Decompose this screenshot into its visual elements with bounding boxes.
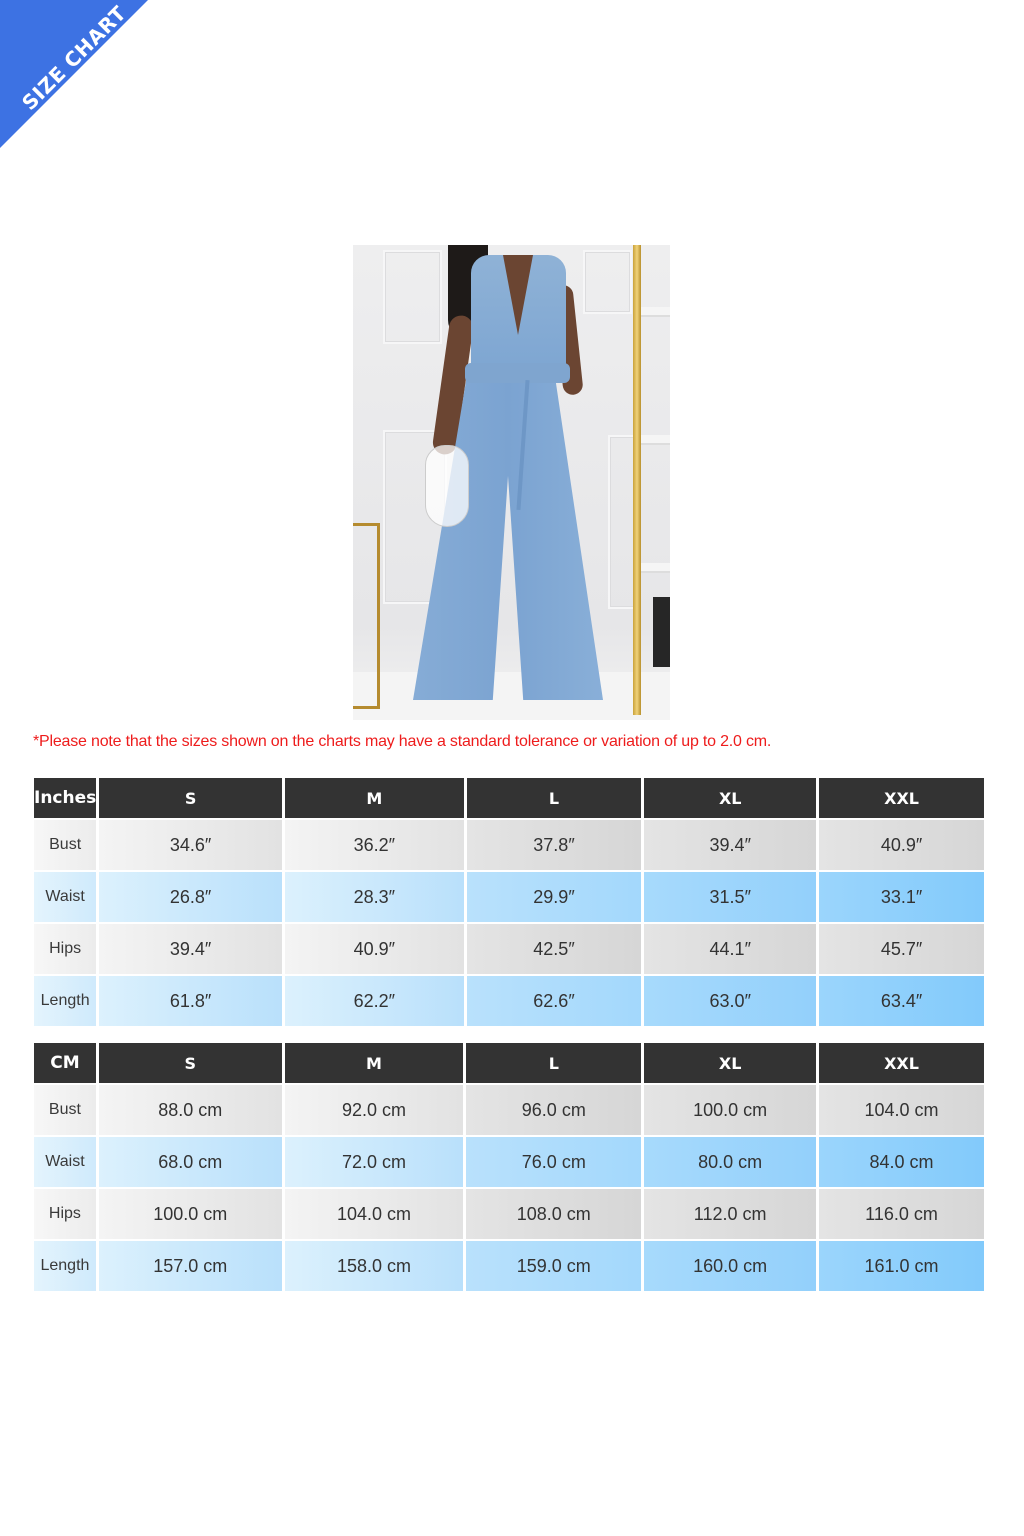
speaker-box (653, 597, 670, 667)
row-label: Length (34, 1241, 96, 1291)
table-cell: 108.0 cm (466, 1189, 641, 1239)
table-cell: 159.0 cm (466, 1241, 641, 1291)
table-cell: 42.5″ (467, 924, 642, 974)
size-header: L (467, 778, 642, 818)
tolerance-note: *Please note that the sizes shown on the charts may have a standard tolerance or variation of up to 2.0 cm. (33, 733, 772, 750)
table-cell: 158.0 cm (285, 1241, 464, 1291)
table-row-length (34, 976, 984, 1026)
tie-belt (465, 363, 570, 383)
size-header: M (285, 778, 464, 818)
table-cell: 36.2″ (285, 820, 464, 870)
table-cell: 161.0 cm (819, 1241, 984, 1291)
table-cell: 100.0 cm (644, 1085, 816, 1135)
table-cell: 116.0 cm (819, 1189, 984, 1239)
unit-label: Inches (34, 778, 96, 818)
row-label: Hips (34, 924, 96, 974)
table-cell: 76.0 cm (466, 1137, 641, 1187)
table-cell: 104.0 cm (819, 1085, 984, 1135)
table-cell: 72.0 cm (285, 1137, 464, 1187)
table-cell: 37.8″ (467, 820, 642, 870)
table-cell: 100.0 cm (99, 1189, 282, 1239)
table-cell: 62.2″ (285, 976, 464, 1026)
table-cell: 68.0 cm (99, 1137, 282, 1187)
table-header-row (34, 1043, 984, 1083)
row-label: Hips (34, 1189, 96, 1239)
table-cell: 26.8″ (99, 872, 282, 922)
table-cell: 62.6″ (467, 976, 642, 1026)
wall-panel (383, 250, 442, 344)
ribbon-label: SIZE CHART (17, 1, 131, 115)
size-chart-ribbon (0, 0, 148, 148)
unit-label: CM (34, 1043, 96, 1083)
size-header: XXL (819, 1043, 984, 1083)
size-header: S (99, 778, 282, 818)
table-header-row (34, 778, 984, 818)
size-header: XXL (819, 778, 984, 818)
table-row-waist (34, 872, 984, 922)
table-cell: 96.0 cm (466, 1085, 641, 1135)
table-cell: 63.4″ (819, 976, 984, 1026)
table-cell: 44.1″ (644, 924, 816, 974)
table-cell: 88.0 cm (99, 1085, 282, 1135)
table-cell: 31.5″ (644, 872, 816, 922)
size-table-cm (31, 1041, 987, 1293)
table-cell: 104.0 cm (285, 1189, 464, 1239)
table-row-bust (34, 820, 984, 870)
wall-panel (583, 250, 632, 314)
rug (353, 672, 670, 720)
size-header: S (99, 1043, 282, 1083)
size-header: M (285, 1043, 464, 1083)
table-cell: 33.1″ (819, 872, 984, 922)
table-cell: 39.4″ (644, 820, 816, 870)
table-cell: 29.9″ (467, 872, 642, 922)
table-row-bust (34, 1085, 984, 1135)
table-cell: 84.0 cm (819, 1137, 984, 1187)
table-cell: 92.0 cm (285, 1085, 464, 1135)
row-label: Waist (34, 872, 96, 922)
table-cell: 63.0″ (644, 976, 816, 1026)
row-label: Bust (34, 820, 96, 870)
table-cell: 80.0 cm (644, 1137, 816, 1187)
size-table-inches (31, 776, 987, 1028)
table-cell: 45.7″ (819, 924, 984, 974)
table-cell: 28.3″ (285, 872, 464, 922)
table-cell: 34.6″ (99, 820, 282, 870)
size-header: L (466, 1043, 641, 1083)
size-header: XL (644, 778, 816, 818)
row-label: Waist (34, 1137, 96, 1187)
table-cell: 61.8″ (99, 976, 282, 1026)
table-cell: 160.0 cm (644, 1241, 816, 1291)
table-cell: 40.9″ (819, 820, 984, 870)
table-row-length (34, 1241, 984, 1291)
table-cell: 39.4″ (99, 924, 282, 974)
table-cell: 40.9″ (285, 924, 464, 974)
clear-handbag (425, 445, 469, 527)
size-header: XL (644, 1043, 816, 1083)
product-image (353, 245, 670, 720)
table-cell: 112.0 cm (644, 1189, 816, 1239)
table-row-hips (34, 1189, 984, 1239)
table-row-waist (34, 1137, 984, 1187)
row-label: Length (34, 976, 96, 1026)
row-label: Bust (34, 1085, 96, 1135)
shelf (641, 307, 670, 317)
shelf (641, 563, 670, 573)
table-cell: 157.0 cm (99, 1241, 282, 1291)
table-row-hips (34, 924, 984, 974)
shelf (641, 435, 670, 445)
side-table (353, 523, 380, 709)
gold-shelf-pole (633, 245, 641, 715)
